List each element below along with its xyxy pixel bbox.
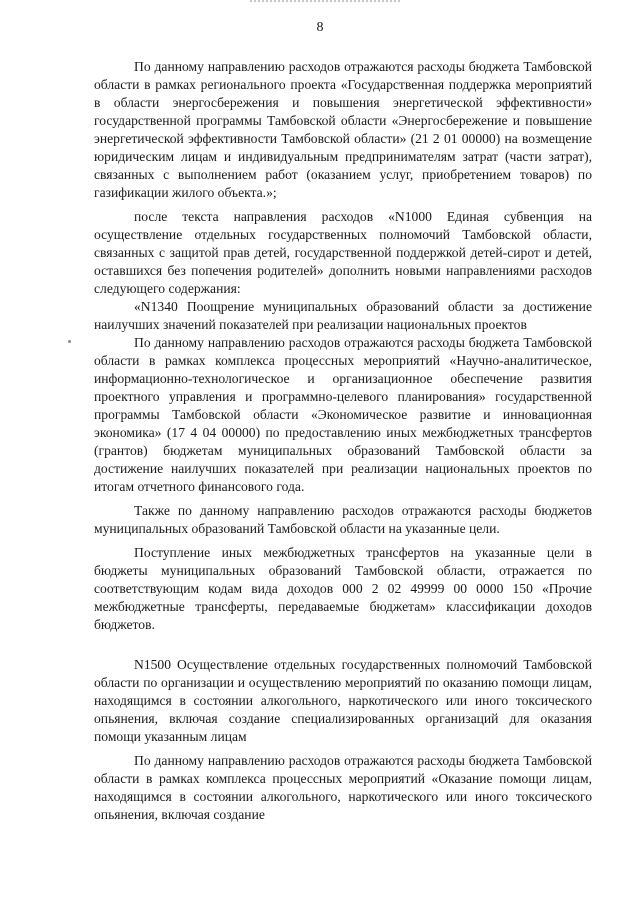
paragraph-7: N1500 Осуществление отдельных государственных полномочий Тамбовской области по организации и осуществлению мероприятий по оказанию помощи лицам, находящимся в состоянии алкогольного, наркотического или иного токсического опьянения, включая создание специализированных организаций для оказания помощи указанным лицам bbox=[94, 657, 592, 744]
paragraph-5: Также по данному направлению расходов отражаются расходы бюджетов муниципальных образований Тамбовской области на указанные цели. bbox=[94, 503, 592, 536]
paragraph-3: «N1340 Поощрение муниципальных образований области за достижение наилучших значений показателей при реализации национальных проектов bbox=[94, 299, 592, 332]
paragraph-4: По данному направлению расходов отражаются расходы бюджета Тамбовской области в рамках комплекса процессных мероприятий «Научно-аналитическое, информационно-технологическое и организационное обеспечение развития проектного управления и программно-целевого планирования» государственной программы Тамбовской области «Экономическое развитие и инновационная экономика» (17 4 04 00000) по предоставлению иных межбюджетных трансфертов (грантов) бюджетам муниципальных образований Тамбовской области за достижение наилучших показателей при реализации национальных проектов по итогам отчетного финансового года. bbox=[94, 335, 592, 494]
paragraph-8: По данному направлению расходов отражаются расходы бюджета Тамбовской области в рамках комплекса процессных мероприятий «Оказание помощи лицам, находящимся в состоянии алкогольного, наркотического или иного токсического опьянения, включая создание bbox=[94, 753, 592, 822]
paragraph-6: Поступление иных межбюджетных трансфертов на указанные цели в бюджеты муниципальных образований Тамбовской области, отражается по соответствующим кодам вида доходов 000 2 02 49999 00 0000 150 «Прочие межбюджетные трансферты, передаваемые бюджетам» классификации доходов бюджетов. bbox=[94, 545, 592, 632]
document-body bbox=[94, 58, 592, 824]
page-number: 8 bbox=[316, 20, 324, 35]
paragraph-1: По данному направлению расходов отражаются расходы бюджета Тамбовской области в рамках регионального проекта «Государственная поддержка мероприятий в области энергосбережения и повышения энергетической эффективности» государственной программы Тамбовской области «Энергосбережение и повышение энергетической эффективности Тамбовской области» (21 2 01 00000) на возмещение юридическим лицам и индивидуальным предпринимателям затрат (части затрат), связанных с выполнением работ (оказанием услуг, приобретением товаров) по газификации жилого объекта.»; bbox=[94, 59, 592, 200]
scan-artifact bbox=[250, 0, 400, 6]
margin-mark bbox=[68, 340, 71, 343]
paragraph-2: после текста направления расходов «N1000 Единая субвенция на осуществление отдельных государственных полномочий Тамбовской области, связанных с защитой прав детей, государственной поддержкой детей-сирот и детей, оставшихся без попечения родителей» дополнить новыми направлениями расходов следующего содержания: bbox=[94, 209, 592, 296]
